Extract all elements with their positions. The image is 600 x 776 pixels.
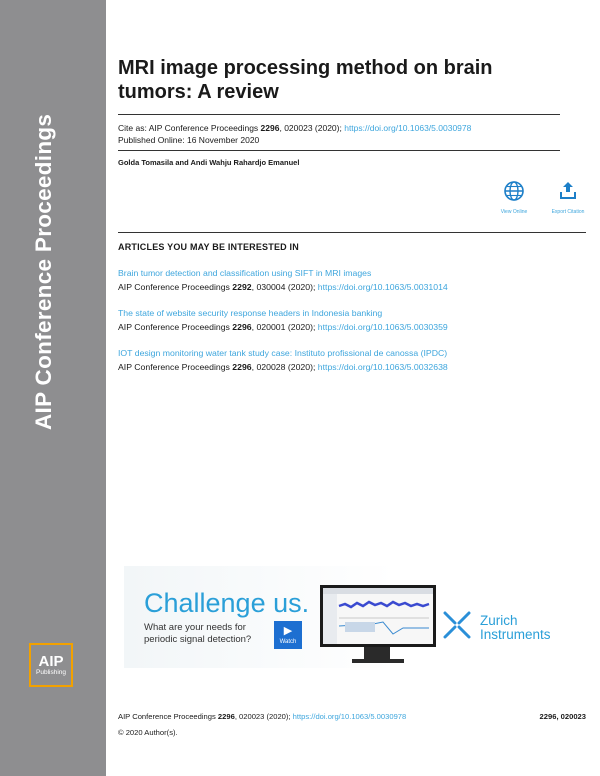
watch-button[interactable]: ▶ Watch: [274, 621, 302, 649]
doi-link[interactable]: https://doi.org/10.1063/5.0030359: [317, 322, 448, 332]
journal-sidebar: [0, 0, 106, 776]
logo-text: AIP: [38, 652, 64, 670]
footer-citation: AIP Conference Proceedings 2296, 020023 (2020); https://doi.org/10.1063/5.0030978: [118, 712, 407, 721]
related-article: The state of website security response headers in Indonesia banking AIP Conference Proceedings 2296, 020001 (2020); https://doi.org/10.1063/5.0030359: [118, 308, 448, 332]
article-link[interactable]: The state of website security response headers in Indonesia banking: [118, 308, 383, 318]
export-citation-label: Export Citation: [551, 209, 585, 215]
export-icon: [557, 180, 579, 202]
signal-plot: [323, 588, 433, 644]
zurich-instruments-logo-icon: [442, 610, 472, 640]
published-date: Published Online: 16 November 2020: [118, 135, 260, 145]
related-article: IOT design monitoring water tank study case: Instituto profissional de canossa (IPDC) AIP Conference Proceedings 2296, 020028 (2020); https://doi.org/10.1063/5.0032638: [118, 348, 448, 372]
divider: [118, 114, 560, 115]
advertisement-banner[interactable]: [124, 566, 576, 668]
related-articles-heading: ARTICLES YOU MAY BE INTERESTED IN: [118, 242, 299, 252]
monitor-image: [320, 585, 436, 647]
divider: [118, 232, 586, 233]
doi-link[interactable]: https://doi.org/10.1063/5.0030978: [344, 123, 472, 133]
journal-name: AIP Conference Proceedings: [31, 113, 56, 430]
copyright: © 2020 Author(s).: [118, 728, 178, 737]
authors: Golda Tomasila and Andi Wahju Rahardjo Emanuel: [118, 158, 300, 167]
footer-page-ref: 2296, 020023: [539, 712, 586, 721]
view-online-label: View Online: [500, 209, 528, 215]
play-icon: ▶: [283, 625, 293, 637]
globe-icon: [503, 180, 525, 202]
article-title: MRI image processing method on brain tumors: A review: [118, 57, 493, 103]
ad-subtext: What are your needs for periodic signal detection?: [144, 622, 252, 645]
article-link[interactable]: IOT design monitoring water tank study case: Instituto profissional de canossa (IPDC): [118, 348, 448, 358]
related-article: Brain tumor detection and classification using SIFT in MRI images AIP Conference Proceedings 2292, 030004 (2020); https://doi.org/10.1063/5.0031014: [118, 268, 448, 292]
doi-link[interactable]: https://doi.org/10.1063/5.0031014: [317, 282, 448, 292]
export-citation-button[interactable]: [538, 180, 598, 215]
article-link[interactable]: Brain tumor detection and classification using SIFT in MRI images: [118, 268, 372, 278]
ad-brand: Zurich Instruments: [480, 613, 551, 642]
doi-link[interactable]: https://doi.org/10.1063/5.0032638: [317, 362, 448, 372]
doi-link[interactable]: https://doi.org/10.1063/5.0030978: [292, 712, 407, 721]
citation: Cite as: AIP Conference Proceedings 2296, 020023 (2020); https://doi.org/10.1063/5.0030978: [118, 123, 472, 133]
view-online-button[interactable]: [484, 180, 544, 215]
aip-publishing-logo[interactable]: [29, 643, 73, 687]
divider: [118, 150, 560, 151]
ad-headline: Challenge us.: [144, 588, 310, 618]
logo-subtext: Publishing: [36, 668, 66, 676]
